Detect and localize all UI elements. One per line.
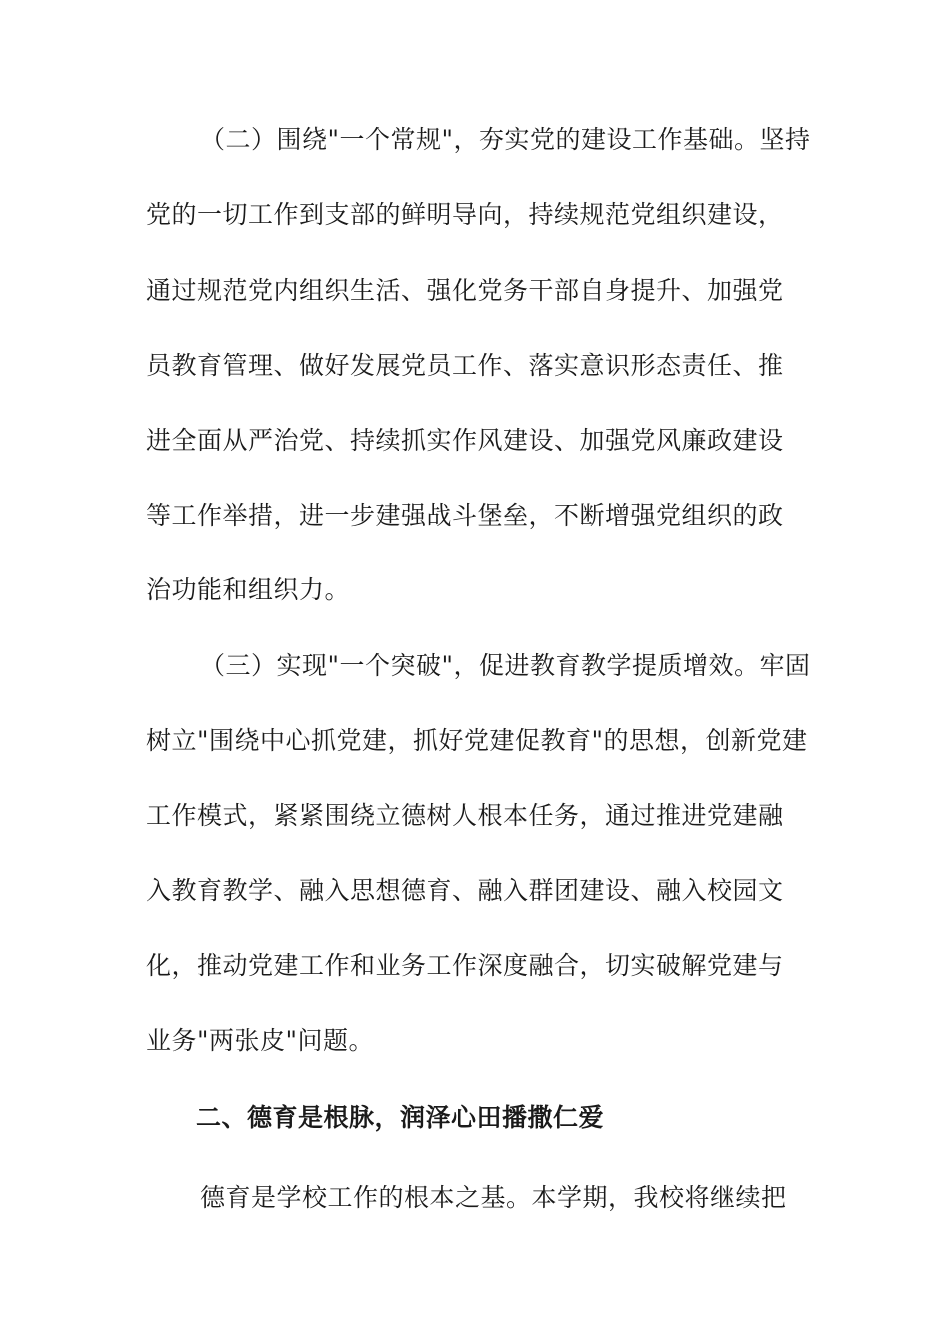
paragraph-1-line-7: 治功能和组织力。	[146, 575, 351, 604]
paragraph-3-line-1: 德育是学校工作的根本之基。本学期，我校将继续把	[200, 1183, 787, 1212]
paragraph-2-line-1: （三）实现"一个突破"，促进教育教学提质增效。牢固	[200, 651, 811, 680]
paragraph-1-line-3: 通过规范党内组织生活、强化党务干部自身提升、加强党	[146, 276, 784, 305]
paragraph-2-line-4: 入教育教学、融入思想德育、融入群团建设、融入校园文	[146, 876, 784, 905]
paragraph-1-line-6: 等工作举措，进一步建强战斗堡垒，不断增强党组织的政	[146, 501, 784, 530]
paragraph-1-line-4: 员教育管理、做好发展党员工作、落实意识形态责任、推	[146, 351, 784, 380]
paragraph-1-line-5: 进全面从严治党、持续抓实作风建设、加强党风廉政建设	[146, 426, 784, 455]
paragraph-2-line-5: 化，推动党建工作和业务工作深度融合，切实破解党建与	[146, 951, 784, 980]
paragraph-2-line-6: 业务"两张皮"问题。	[146, 1026, 374, 1055]
paragraph-2-line-3: 工作模式，紧紧围绕立德树人根本任务，通过推进党建融	[146, 801, 784, 830]
paragraph-1-line-2: 党的一切工作到支部的鲜明导向，持续规范党组织建设，	[146, 200, 784, 229]
paragraph-1-line-1: （二）围绕"一个常规"，夯实党的建设工作基础。坚持	[200, 125, 811, 154]
section-heading: 二、德育是根脉，润泽心田播撒仁爱	[196, 1103, 605, 1132]
paragraph-2-line-2: 树立"围绕中心抓党建，抓好党建促教育"的思想，创新党建	[146, 726, 808, 755]
